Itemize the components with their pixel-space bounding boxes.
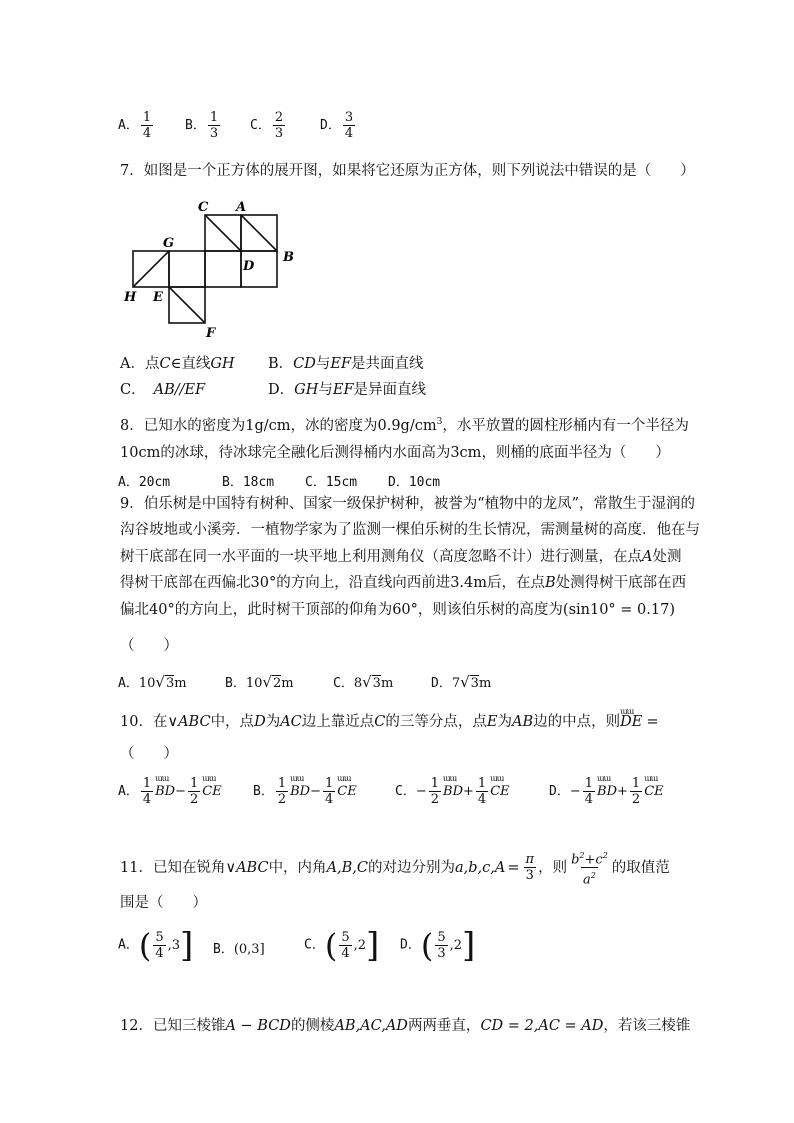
- q9-option-a: A．10√3m: [118, 673, 187, 691]
- label-g: G: [163, 236, 175, 251]
- q9-line-5: 偏北40°的方向上，此时树干顶部的仰角为60°，则该伯乐树的高度为(sin10° = 0.17): [120, 602, 675, 618]
- q7-stem: 7．如图是一个正方体的展开图，如果将它还原为正方体，则下列说法中错误的是（ ）: [120, 163, 695, 179]
- q6-option-c: C． $\frac{2}{3}$: [250, 110, 284, 141]
- diag-a-b: [241, 215, 277, 251]
- q9-option-c: C．8√3m: [333, 673, 394, 691]
- q9-line-2: 沟谷坡地或小溪旁．一植物学家为了监测一棵伯乐树的生长情况，需测量树的高度．他在与: [120, 522, 700, 538]
- q8-option-d: D．10cm: [388, 475, 441, 490]
- diag-e-f: [169, 287, 205, 323]
- q11-option-b: B．(0,3]: [213, 942, 265, 957]
- q9-blank: （ ）: [120, 638, 178, 654]
- label-h: H: [124, 290, 137, 305]
- diag-c-d: [205, 215, 241, 251]
- q9-line-1: 9．伯乐树是中国特有树种、国家一级保护树种，被誉为“植物中的龙凤”，常散生于湿润的: [120, 496, 696, 512]
- diag-g-h: [133, 251, 169, 287]
- q10-blank: （ ）: [120, 746, 178, 762]
- q10-option-c: C．− $\frac{1}{2}$ ɯɯ BD+ $\frac{1}{4}$ ɯɯ CE: [395, 774, 510, 807]
- q6-option-d: D． $\frac{3}{4}$: [320, 110, 354, 141]
- q9-option-b: B．10√2m: [225, 673, 294, 691]
- q11-line-1: 11．已知在锐角∨ABC中，内角A,B,C的对边分别为a,b,c,A = $\frac{\pi}{3}$ ，则 $\frac{b^2+c^2}{a^2}$ 的取值范: [120, 851, 670, 888]
- q10-option-b: B． $\frac{1}{2}$ ɯɯ BD− $\frac{1}{4}$ ɯɯ CE: [253, 774, 357, 807]
- q7-option-c: C． AB//EF: [120, 382, 206, 398]
- q8-line-1: 8．已知水的密度为1g/cm，冰的密度为$0.9g/cm^3$，水平放置的圆柱形桶内有一个半径为: [120, 417, 689, 434]
- q7-option-b: B．CD与EF是共面直线: [268, 356, 424, 372]
- q11-line-2: 围是（ ）: [120, 895, 207, 911]
- q7-option-a: A．点C∈直线GH: [120, 356, 235, 372]
- label-c: C: [198, 200, 209, 215]
- q8-option-a: A．20cm: [118, 475, 171, 490]
- q10-line-1: 10．在∨ABC中，点D为AC边上靠近点C的三等分点，点E为AB边的中点，则 ɯɯ DE =: [120, 707, 659, 730]
- q9-line-4: 得树干底部在西偏北30°的方向上，沿直线向西前进3.4m后，在点B处测得树干底部在西: [120, 575, 687, 591]
- q11-option-d: D．( $\frac{5}{3}$ ,2]: [400, 925, 476, 965]
- net-square-g: [169, 251, 205, 287]
- q8-option-c: C．15cm: [305, 475, 358, 490]
- net-square-mid: [205, 251, 241, 287]
- q11-option-a: A．( $\frac{5}{4}$ ,3]: [118, 925, 194, 965]
- q10-option-d: D．− $\frac{1}{4}$ ɯɯ BD+ $\frac{1}{2}$ ɯɯ CE: [549, 774, 664, 807]
- q11-option-c: C．( $\frac{5}{4}$ ,2]: [304, 925, 380, 965]
- q12-line-1: 12．已知三棱锥A − BCD的侧棱AB,AC,AD两两垂直，CD = 2,AC = AD，若该三棱锥: [120, 1018, 691, 1034]
- label-b: B: [283, 250, 294, 265]
- q6-option-b: B． $\frac{1}{3}$: [185, 110, 219, 141]
- q7-cube-net-figure: [120, 195, 310, 340]
- label-f: F: [206, 326, 216, 340]
- q8-option-b: B．18cm: [222, 475, 275, 490]
- label-e: E: [153, 290, 163, 305]
- q10-option-a: A． $\frac{1}{4}$ ɯɯ BD− $\frac{1}{2}$ ɯɯ CE: [118, 774, 222, 807]
- q9-option-d: D．7√3m: [431, 673, 492, 691]
- q9-line-3: 树干底部在同一水平面的一块平地上利用测角仪（高度忽略不计）进行测量，在点A处测: [120, 549, 682, 565]
- q8-line-2: 10cm的冰球，待冰球完全融化后测得桶内水面高为3cm，则桶的底面半径为（ ）: [120, 445, 670, 461]
- q7-option-d: D．GH与EF是异面直线: [268, 382, 427, 398]
- label-a: A: [236, 200, 247, 215]
- q6-option-a: A． $\frac{1}{4}$: [118, 110, 152, 141]
- label-d: D: [243, 259, 255, 274]
